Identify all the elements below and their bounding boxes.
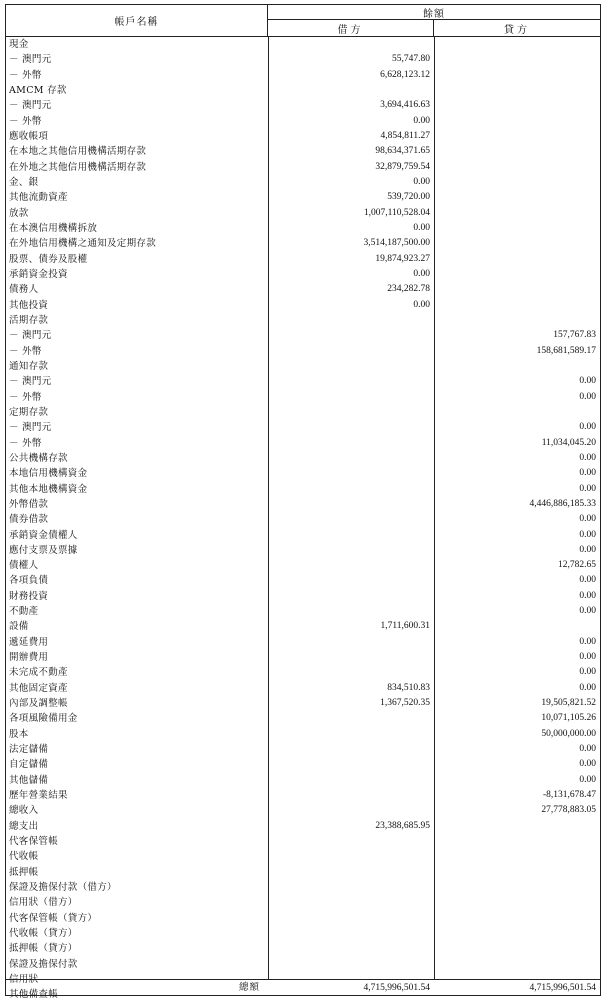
account-label: 總支出 <box>9 820 39 832</box>
table-header <box>6 5 600 37</box>
table-row <box>6 834 600 849</box>
table-row <box>6 865 600 880</box>
account-label: 在外地之其他信用機構活期存款 <box>9 161 147 173</box>
table-row <box>6 236 600 251</box>
account-label: 定期存款 <box>9 406 49 418</box>
account-label: 法定儲備 <box>9 744 49 756</box>
table-row <box>6 619 600 634</box>
account-label: 其他固定資產 <box>9 682 68 694</box>
table-row <box>6 650 600 665</box>
credit-value: 0.00 <box>579 774 596 785</box>
account-label: － 澳門元 <box>9 54 52 66</box>
account-label: 歷年營業結果 <box>9 790 68 802</box>
debit-value: 539,720.00 <box>387 192 430 203</box>
total-debit: 4,715,996,501.54 <box>363 983 430 993</box>
account-label: － 外幣 <box>9 115 42 127</box>
account-label: 各項風險備用金 <box>9 713 78 725</box>
table-row <box>6 282 600 297</box>
debit-value: 0.00 <box>413 299 430 310</box>
account-label: 代收帳 <box>9 851 39 863</box>
credit-value: 0.00 <box>579 759 596 770</box>
debit-value: 23,388,685.95 <box>375 820 430 831</box>
table-row <box>6 374 600 389</box>
account-label: － 澳門元 <box>9 376 52 388</box>
table-row <box>6 497 600 512</box>
credit-value: 0.00 <box>579 483 596 494</box>
account-name-header: 帳戶名稱 <box>6 5 268 36</box>
account-label: 承銷資金投資 <box>9 268 68 280</box>
account-label: 外幣借款 <box>9 498 49 510</box>
table-row <box>6 114 600 129</box>
account-label: 保證及擔保付款 <box>9 958 78 970</box>
account-label: 其他流動資產 <box>9 192 68 204</box>
account-label: 信用狀 <box>9 974 39 986</box>
table-row <box>6 451 600 466</box>
debit-value: 234,282.78 <box>387 284 430 295</box>
table-row <box>6 665 600 680</box>
account-label: 其他備查帳 <box>9 989 59 1001</box>
table-row <box>6 512 600 527</box>
account-label: 代客保管帳（貸方） <box>9 912 98 924</box>
account-label: 其他本地機構資金 <box>9 483 88 495</box>
credit-value: 0.00 <box>579 636 596 647</box>
credit-value: 0.00 <box>579 391 596 402</box>
credit-value: 0.00 <box>579 682 596 693</box>
total-label: 總額 <box>238 982 260 993</box>
account-label: 放款 <box>9 207 29 219</box>
account-label: － 澳門元 <box>9 330 52 342</box>
total-row <box>6 979 600 996</box>
account-label: 股本 <box>9 728 29 740</box>
debit-value: 0.00 <box>413 222 430 233</box>
account-label: 抵押帳（貸方） <box>9 943 78 955</box>
table-row <box>6 528 600 543</box>
table-row <box>6 696 600 711</box>
credit-value: 0.00 <box>579 667 596 678</box>
account-rows <box>6 37 600 1003</box>
table-row <box>6 589 600 604</box>
account-label: 開辦費用 <box>9 652 49 664</box>
credit-value: 27,778,883.05 <box>541 805 596 816</box>
table-row <box>6 52 600 67</box>
credit-value: 10,071,105.26 <box>541 713 596 724</box>
table-row <box>6 482 600 497</box>
credit-value: 12,782.65 <box>558 560 596 571</box>
account-label: 保證及擔保付款（借方） <box>9 882 117 894</box>
table-row <box>6 711 600 726</box>
table-row <box>6 895 600 910</box>
table-row <box>6 328 600 343</box>
credit-value: -8,131,678.47 <box>542 790 596 801</box>
debit-value: 3,514,187,500.00 <box>363 238 430 249</box>
credit-value: 0.00 <box>579 452 596 463</box>
account-label: － 外幣 <box>9 69 42 81</box>
table-row <box>6 727 600 742</box>
debit-value: 1,007,110,528.04 <box>363 207 430 218</box>
account-label: 財務投資 <box>9 590 49 602</box>
account-label: 在本地之其他信用機構活期存款 <box>9 146 147 158</box>
account-label: 內部及調整帳 <box>9 698 68 710</box>
balance-header: 餘額 <box>268 5 600 20</box>
table-row <box>6 144 600 159</box>
credit-value: 0.00 <box>579 468 596 479</box>
debit-value: 0.00 <box>413 115 430 126</box>
table-row <box>6 390 600 405</box>
account-label: 代收帳（貸方） <box>9 928 78 940</box>
account-label: 信用狀（借方） <box>9 897 78 909</box>
account-label: － 外幣 <box>9 391 42 403</box>
debit-value: 834,510.83 <box>387 682 430 693</box>
table-row <box>6 558 600 573</box>
account-label: 其他投資 <box>9 299 49 311</box>
table-row <box>6 221 600 236</box>
account-label: 各項負債 <box>9 575 49 587</box>
table-row <box>6 344 600 359</box>
debit-value: 6,628,123.12 <box>380 69 430 80</box>
table-row <box>6 252 600 267</box>
table-row <box>6 849 600 864</box>
table-row <box>6 129 600 144</box>
account-label: 公共機構存款 <box>9 452 68 464</box>
table-row <box>6 420 600 435</box>
credit-value: 0.00 <box>579 422 596 433</box>
debit-value: 4,854,811.27 <box>380 130 430 141</box>
table-row <box>6 819 600 834</box>
table-row <box>6 98 600 113</box>
credit-value: 0.00 <box>579 652 596 663</box>
account-label: AMCM 存款 <box>9 84 67 96</box>
debit-value: 1,711,600.31 <box>380 621 430 632</box>
table-row <box>6 543 600 558</box>
table-row <box>6 788 600 803</box>
account-label: 承銷資金債權人 <box>9 529 78 541</box>
account-label: － 澳門元 <box>9 100 52 112</box>
account-label: 在外地信用機構之通知及定期存款 <box>9 238 157 250</box>
account-label: 應付支票及票據 <box>9 544 78 556</box>
table-row <box>6 773 600 788</box>
table-row <box>6 206 600 221</box>
table-row <box>6 957 600 972</box>
table-row <box>6 160 600 175</box>
credit-value: 0.00 <box>579 606 596 617</box>
table-row <box>6 880 600 895</box>
table-row <box>6 742 600 757</box>
account-label: 不動產 <box>9 606 39 618</box>
account-label: 總收入 <box>9 805 39 817</box>
debit-value: 0.00 <box>413 268 430 279</box>
table-row <box>6 911 600 926</box>
table-row <box>6 926 600 941</box>
table-row <box>6 267 600 282</box>
debit-value: 3,694,416.63 <box>380 100 430 111</box>
credit-value: 0.00 <box>579 590 596 601</box>
table-row <box>6 757 600 772</box>
account-label: 債券借款 <box>9 514 49 526</box>
account-label: － 外幣 <box>9 437 42 449</box>
table-row <box>6 573 600 588</box>
table-row <box>6 681 600 696</box>
account-label: 債權人 <box>9 560 39 572</box>
table-row <box>6 68 600 83</box>
debit-value: 55,747.80 <box>392 54 430 65</box>
credit-value: 0.00 <box>579 529 596 540</box>
account-label: 股票、債券及股權 <box>9 253 88 265</box>
credit-value: 0.00 <box>579 744 596 755</box>
total-credit: 4,715,996,501.54 <box>529 983 596 993</box>
table-row <box>6 83 600 98</box>
trial-balance-table <box>5 4 601 1001</box>
debit-value: 32,879,759.54 <box>375 161 430 172</box>
credit-value: 158,681,589.17 <box>536 345 596 356</box>
account-label: 代客保管帳 <box>9 836 59 848</box>
account-label: 自定儲備 <box>9 759 49 771</box>
credit-header: 貸方 <box>504 24 530 36</box>
account-label: 在本澳信用機構拆放 <box>9 222 98 234</box>
account-label: 未完成不動產 <box>9 667 68 679</box>
credit-value: 157,767.83 <box>553 330 596 341</box>
account-label: 現金 <box>9 39 29 50</box>
account-label: 應收帳項 <box>9 130 49 142</box>
account-label: 活期存款 <box>9 314 49 326</box>
table-row <box>6 313 600 328</box>
table-row <box>6 190 600 205</box>
debit-value: 19,874,923.27 <box>375 253 430 264</box>
credit-value: 11,034,045.20 <box>541 437 596 448</box>
table-row <box>6 604 600 619</box>
credit-value: 0.00 <box>579 544 596 555</box>
table-row <box>6 175 600 190</box>
credit-value: 0.00 <box>579 376 596 387</box>
account-label: 本地信用機構資金 <box>9 468 88 480</box>
credit-value: 0.00 <box>579 514 596 525</box>
table-row <box>6 298 600 313</box>
table-row <box>6 37 600 52</box>
account-label: 遞延費用 <box>9 636 49 648</box>
account-label: － 外幣 <box>9 345 42 357</box>
table-row <box>6 436 600 451</box>
credit-value: 19,505,821.52 <box>541 698 596 709</box>
debit-value: 98,634,371.65 <box>375 146 430 157</box>
table-row <box>6 466 600 481</box>
debit-value: 0.00 <box>413 176 430 187</box>
account-label: 通知存款 <box>9 360 49 372</box>
credit-value: 4,446,886,185.33 <box>529 498 596 509</box>
table-row <box>6 941 600 956</box>
table-row <box>6 803 600 818</box>
credit-value: 50,000,000.00 <box>541 728 596 739</box>
table-row <box>6 405 600 420</box>
credit-value: 0.00 <box>579 575 596 586</box>
debit-header: 借方 <box>268 20 434 36</box>
account-label: － 澳門元 <box>9 422 52 434</box>
account-label: 債務人 <box>9 284 39 296</box>
debit-value: 1,367,520.35 <box>380 698 430 709</box>
account-label: 設備 <box>9 621 29 633</box>
table-row <box>6 635 600 650</box>
account-label: 金、銀 <box>9 176 39 188</box>
table-row <box>6 359 600 374</box>
account-label: 其他儲備 <box>9 774 49 786</box>
account-label: 抵押帳 <box>9 866 39 878</box>
